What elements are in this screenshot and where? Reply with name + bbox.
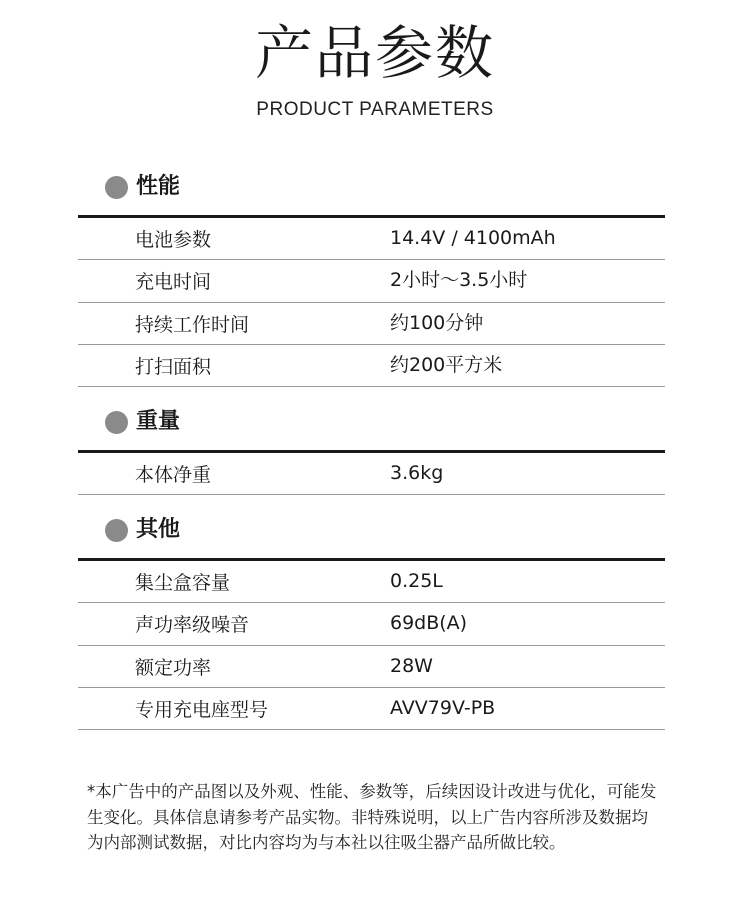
- row-label: 额定功率: [135, 656, 212, 679]
- table-row: [78, 453, 665, 495]
- section-title: 其他: [136, 517, 181, 542]
- table-row: [78, 345, 665, 387]
- row-value: 2小时～3.5小时: [390, 269, 528, 292]
- row-value: 14.4V / 4100mAh: [390, 227, 556, 249]
- table-row: [78, 561, 665, 603]
- row-value: AVV79V-PB: [390, 696, 496, 719]
- row-label: 电池参数: [135, 229, 212, 251]
- bullet-dot-icon: [105, 176, 128, 199]
- row-value: 0.25L: [390, 570, 443, 592]
- row-value: 28W: [390, 654, 433, 677]
- row-label: 打扫面积: [135, 355, 212, 378]
- section-weight: [78, 411, 665, 495]
- row-value: 约200平方米: [390, 353, 503, 376]
- row-label: 专用充电座型号: [135, 698, 269, 721]
- row-label: 充电时间: [135, 271, 212, 294]
- section-header: [78, 519, 665, 561]
- table-row: [78, 303, 665, 345]
- bullet-dot-icon: [105, 411, 128, 434]
- table-row: [78, 260, 665, 302]
- row-label: 集尘盒容量: [135, 572, 231, 594]
- page-subtitle: PRODUCT PARAMETERS: [256, 99, 494, 120]
- page-title: 产品参数: [254, 19, 495, 87]
- row-value: 69dB(A): [390, 612, 468, 635]
- row-label: 声功率级噪音: [135, 614, 250, 637]
- section-title: 性能: [136, 174, 181, 199]
- section-header: [78, 176, 665, 218]
- section-other: [78, 519, 665, 730]
- section-title: 重量: [136, 409, 181, 434]
- row-label: 持续工作时间: [135, 313, 250, 336]
- bullet-dot-icon: [105, 519, 128, 542]
- disclaimer-footnote: *本广告中的产品图以及外观、性能、参数等，后续因设计改进与优化，可能发生变化。具体信息请参考产品实物。非特殊说明，以上广告内容所涉及数据均为内部测试数据，对比内容均为与本社以往吸尘器产品所做比较。: [87, 782, 657, 852]
- table-row: [78, 603, 665, 645]
- row-value: 约100分钟: [390, 311, 484, 334]
- section-performance: [78, 176, 665, 387]
- row-label: 本体净重: [135, 464, 212, 486]
- table-row: [78, 218, 665, 260]
- section-header: [78, 411, 665, 453]
- row-value: 3.6kg: [390, 462, 444, 484]
- table-row: [78, 688, 665, 730]
- table-row: [78, 646, 665, 688]
